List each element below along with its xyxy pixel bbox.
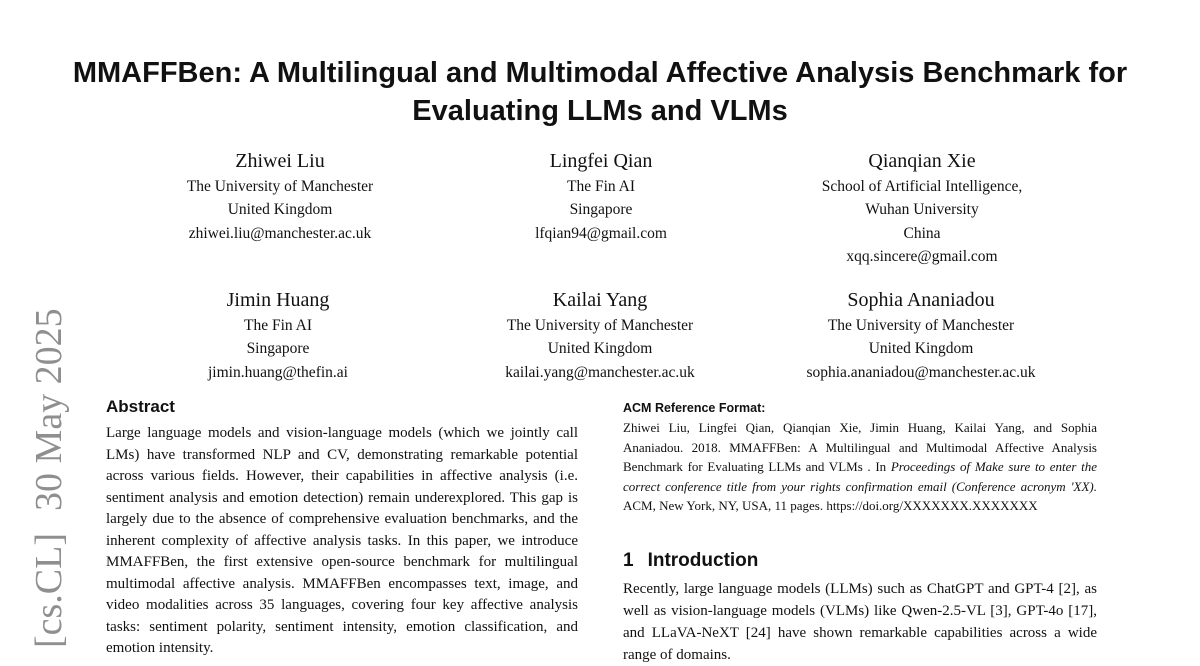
author-block xyxy=(451,147,751,245)
author-affiliation: The University of Manchester xyxy=(186,178,374,195)
author-name: Sophia Ananiadou xyxy=(847,289,995,311)
abstract-heading: Abstract xyxy=(106,397,175,416)
author-email: jimin.huang@thefin.ai xyxy=(208,363,348,381)
author-email: sophia.ananiadou@manchester.ac.uk xyxy=(806,363,1036,381)
acm-reference-text-main: Zhiwei Liu, Lingfei Qian, Qianqian Xie, Jimin Huang, Kailai Yang, and Sophia Ananiadou. 2018. MMAFFBen: A Multilingual and Multimodal Affective Analysis Benchmark for Evaluating LLMs and VLMs . In xyxy=(623,420,1097,475)
author-country: United Kingdom xyxy=(868,340,974,358)
arxiv-category: [cs.CL] xyxy=(28,532,70,648)
abstract-section xyxy=(106,397,578,660)
author-country: United Kingdom xyxy=(227,201,333,219)
author-name: Qianqian Xie xyxy=(868,150,976,172)
author-block xyxy=(130,147,430,245)
acm-reference-text xyxy=(623,418,1097,516)
author-country: Singapore xyxy=(246,340,310,358)
author-affiliation: The University of Manchester xyxy=(506,317,694,334)
author-name: Kailai Yang xyxy=(552,289,648,311)
arxiv-stamp xyxy=(30,308,68,648)
author-country: Singapore xyxy=(569,201,633,219)
author-country: United Kingdom xyxy=(547,340,653,358)
author-name: Lingfei Qian xyxy=(549,150,653,172)
author-block xyxy=(772,147,1072,269)
section-title: Introduction xyxy=(647,549,759,571)
acm-reference-proceedings: Proceedings of Make sure to enter the correct conference title from your rights confirmation email (Conference acronym 'XX). xyxy=(623,459,1097,494)
author-block xyxy=(771,286,1071,384)
author-block xyxy=(128,286,428,384)
author-email: zhiwei.liu@manchester.ac.uk xyxy=(188,224,372,242)
author-affiliation-2: Wuhan University xyxy=(865,201,979,219)
abstract-text: Large language models and vision-language models (which we jointly call LMs) have transformed NLP and CV, demonstrating remarkable potential across various fields. However, their capabilities in affective analysis (i.e. sentiment analysis and emotion detection) remain underexplored. This gap is largely due to the absence of comprehensive evaluation benchmarks, and the inherent complexity of affective analysis tasks. In this paper, we introduce MMAFFBen, the first extensive open-source benchmark for multilingual multimodal affective analysis. MMAFFBen encompasses text, image, and video modalities across 35 languages, covering four key affective analysis tasks: sentiment polarity, sentiment intensity, emotion classification, and emotion intensity. xyxy=(106,425,578,656)
author-affiliation: The Fin AI xyxy=(243,317,313,334)
section-number: 1 xyxy=(623,549,634,571)
right-column xyxy=(623,401,1097,666)
author-name: Zhiwei Liu xyxy=(235,150,325,172)
author-affiliation: The University of Manchester xyxy=(827,317,1015,334)
author-email: xqq.sincere@gmail.com xyxy=(846,248,998,266)
author-email: lfqian94@gmail.com xyxy=(535,224,667,242)
arxiv-date: 30 May 2025 xyxy=(28,308,70,511)
introduction-text: Recently, large language models (LLMs) such as ChatGPT and GPT-4 [2], as well as vision-language models (VLMs) like Qwen-2.5-VL [3], GPT-4o [17], and LLaVA-NeXT [24] have shown remarkable capabilities across a wide range of domains. xyxy=(623,580,1097,663)
paper-title: MMAFFBen: A Multilingual and Multimodal Affective Analysis Benchmark for Evaluating LLMs and VLMs xyxy=(72,57,1128,127)
acm-reference-heading: ACM Reference Format: xyxy=(623,401,766,415)
author-name: Jimin Huang xyxy=(226,289,330,311)
author-affiliation: School of Artificial Intelligence, xyxy=(821,178,1023,195)
acm-reference-text-tail: ACM, New York, NY, USA, 11 pages. https://doi.org/XXXXXXX.XXXXXXX xyxy=(623,498,1038,514)
author-country: China xyxy=(903,224,941,242)
introduction-heading xyxy=(623,550,1097,572)
author-affiliation: The Fin AI xyxy=(566,178,636,195)
author-block xyxy=(450,286,750,384)
author-email: kailai.yang@manchester.ac.uk xyxy=(505,363,695,381)
